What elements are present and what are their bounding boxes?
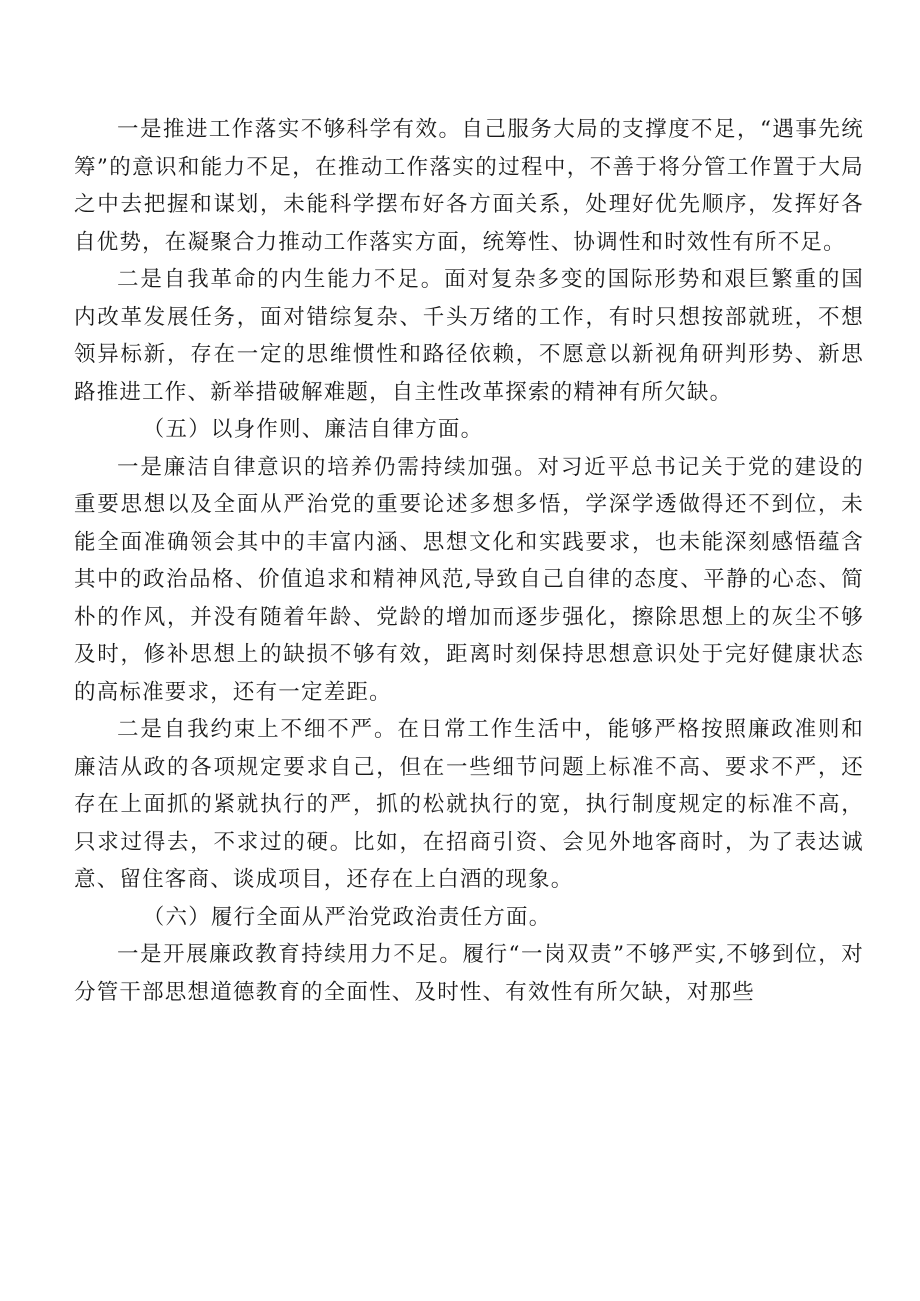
paragraph-self-revolution: 二是自我革命的内生能力不足。面对复杂多变的国际形势和艰巨繁重的国内改革发展任务，面对错综复杂、千头万绪的工作，有时只想按部就班，不想领异标新，存在一定的思维惯性和路径依赖，不愿意以新视角研判形势、新思路推进工作、新举措破解难题，自主性改革探索的精神有所欠缺。 bbox=[74, 267, 864, 405]
section-heading-integrity: （五）以身作则、廉洁自律方面。 bbox=[142, 417, 484, 442]
document-body bbox=[74, 111, 864, 1011]
paragraph-work-implementation: 一是推进工作落实不够科学有效。自己服务大局的支撑度不足，“遇事先统筹”的意识和能力不足，在推动工作落实的过程中，不善于将分管工作置于大局之中去把握和谋划，未能科学摆布好各方面关系，处理好优先顺序，发挥好各自优势，在凝聚合力推动工作落实方面，统筹性、协调性和时效性有所不足。 bbox=[74, 117, 864, 255]
paragraph-integrity-education: 一是开展廉政教育持续用力不足。履行“一岗双责”不够严实,不够到位，对分管干部思想道德教育的全面性、及时性、有效性有所欠缺，对那些 bbox=[74, 942, 864, 1005]
paragraph-self-restraint: 二是自我约束上不细不严。在日常工作生活中，能够严格按照廉政准则和廉洁从政的各项规定要求自己，但在一些细节问题上标准不高、要求不严，还存在上面抓的紧就执行的严，抓的松就执行的宽，执行制度规定的标准不高，只求过得去，不求过的硬。比如，在招商引资、会见外地客商时，为了表达诚意、留住客商、谈成项目，还存在上白酒的现象。 bbox=[74, 717, 864, 892]
paragraph-integrity-awareness: 一是廉洁自律意识的培养仍需持续加强。对习近平总书记关于党的建设的重要思想以及全面从严治党的重要论述多想多悟，学深学透做得还不到位，未能全面准确领会其中的丰富内涵、思想文化和实践要求，也未能深刻感悟蕴含其中的政治品格、价值追求和精神风范,导致自己自律的态度、平静的心态、简朴的作风，并没有随着年龄、党龄的增加而逐步强化，擦除思想上的灰尘不够及时，修补思想上的缺损不够有效，距离时刻保持思想意识处于完好健康状态的高标准要求，还有一定差距。 bbox=[74, 454, 864, 705]
section-heading-party-governance: （六）履行全面从严治党政治责任方面。 bbox=[142, 904, 552, 930]
